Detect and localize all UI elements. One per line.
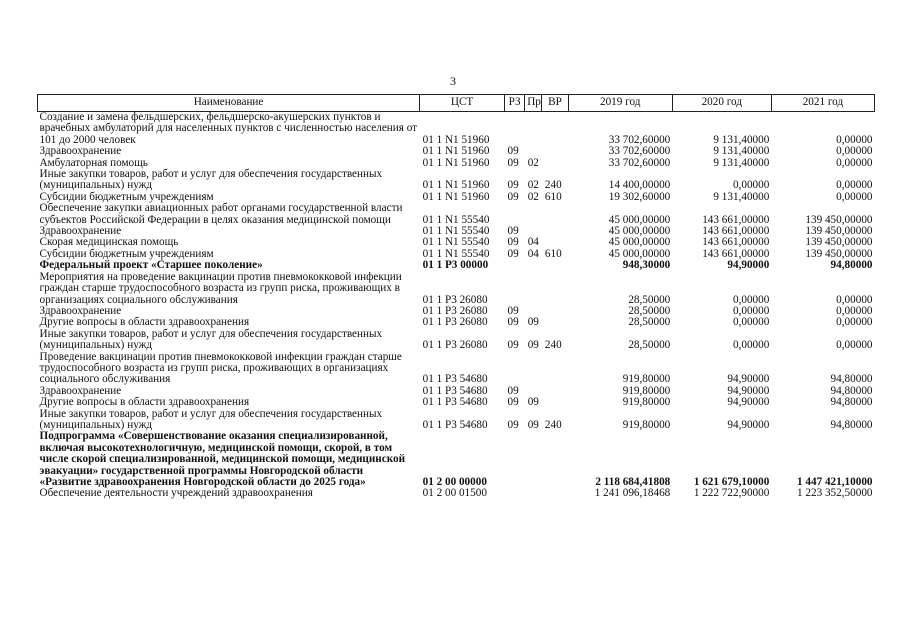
cell-2019: 45 000,00000 <box>608 247 671 260</box>
cell-cst: 01 1 P3 26080 <box>422 339 488 352</box>
cell-cst: 01 1 P3 26080 <box>422 293 488 306</box>
cell-2019: 948,30000 <box>622 259 671 272</box>
cell-vr <box>542 226 568 237</box>
cell-cst: 01 1 N1 51960 <box>422 145 490 158</box>
cell-cst: 01 1 P3 54680 <box>422 373 488 386</box>
cell-pr: 04 <box>527 247 539 260</box>
cell-rz: 09 <box>507 339 519 352</box>
cell-name: Субсидии бюджетным учреждениям <box>39 247 214 260</box>
cell-2020: 94,90000 <box>727 418 770 431</box>
cell-pr: 02 <box>527 190 539 203</box>
cell-rz: 09 <box>507 396 519 409</box>
cell-cst: 01 1 N1 55540 <box>422 236 490 249</box>
cell-2020: 0,00000 <box>732 316 770 329</box>
cell-name: Другие вопросы в области здравоохранения <box>39 316 250 329</box>
cell-name: Иные закупки товаров, работ и услуг для обеспечения государственных (муниципальных) нужд <box>39 327 383 352</box>
cell-pr: 09 <box>527 396 539 409</box>
table-row <box>38 169 875 192</box>
cell-name: Здравоохранение <box>39 304 122 317</box>
cell-rz: 09 <box>507 384 519 397</box>
cell-cst: 01 1 N1 55540 <box>422 247 490 260</box>
cell-name: Скорая медицинская помощь <box>39 236 179 249</box>
cell-2019: 45 000,00000 <box>608 236 671 249</box>
cell-pr: 09 <box>527 418 539 431</box>
cell-2019: 1 241 096,18468 <box>594 487 671 500</box>
cell-2019: 33 702,60000 <box>608 156 671 169</box>
cell-name: Создание и замена фельдшерских, фельдшерско-акушерских пунктов и врачебных амбулаторий для населенных пунктов с численностью населения от 101 до 2000 человек <box>39 111 418 146</box>
cell-vr <box>542 488 568 499</box>
cell-name: Обеспечение деятельности учреждений здравоохранения <box>39 487 313 500</box>
cell-2020: 9 131,40000 <box>713 190 770 203</box>
cell-name: Федеральный проект «Старшее поколение» <box>39 259 263 272</box>
cell-2019: 28,50000 <box>628 316 671 329</box>
cell-name: Амбулаторная помощь <box>39 156 148 169</box>
cell-2021: 94,80000 <box>830 396 873 409</box>
cell-2019: 919,80000 <box>622 373 671 386</box>
table-row <box>38 488 875 499</box>
table-row <box>38 203 875 226</box>
cell-2021: 0,00000 <box>836 133 873 146</box>
cell-rz: 09 <box>507 179 519 192</box>
cell-rz <box>505 112 525 147</box>
table-row <box>38 431 875 488</box>
budget-table <box>37 94 875 500</box>
cell-2021: 1 223 352,50000 <box>796 487 873 500</box>
cell-name: Субсидии бюджетным учреждениям <box>39 190 214 203</box>
cell-name: Мероприятия на проведение вакцинации против пневмококковой инфекции граждан старше трудоспособного возраста из групп риска, проживающих в организациях социального обслуживания <box>39 270 402 306</box>
cell-vr: 610 <box>544 190 562 203</box>
cell-2021: 0,00000 <box>836 145 873 158</box>
cell-cst: 01 1 N1 51960 <box>422 179 490 192</box>
cell-2019: 33 702,60000 <box>608 145 671 158</box>
cell-rz: 09 <box>507 190 519 203</box>
table-row <box>38 352 875 386</box>
header-pr: Пр <box>525 95 542 112</box>
cell-cst: 01 1 P3 54680 <box>422 418 488 431</box>
cell-2020: 1 621 679,10000 <box>693 476 770 488</box>
cell-pr <box>525 352 542 386</box>
cell-pr: 09 <box>527 316 539 329</box>
cell-name: Проведение вакцинации против пневмококковой инфекции граждан старше трудоспособного возраста из групп риска, проживающих в организациях социального обслуживания <box>39 350 402 386</box>
cell-2020: 0,00000 <box>732 339 770 352</box>
table-header-row <box>38 95 875 112</box>
cell-2021: 0,00000 <box>836 316 873 329</box>
cell-2019: 45 000,00000 <box>608 225 671 238</box>
cell-vr: 240 <box>544 418 562 431</box>
cell-2021: 0,00000 <box>836 156 873 169</box>
cell-cst: 01 1 P3 26080 <box>422 316 488 329</box>
cell-2020: 143 661,00000 <box>702 213 770 226</box>
cell-vr <box>542 158 568 169</box>
cell-2019: 28,50000 <box>628 339 671 352</box>
cell-vr: 240 <box>544 339 562 352</box>
cell-rz: 09 <box>507 225 519 238</box>
cell-pr <box>525 272 542 306</box>
cell-2021: 139 450,00000 <box>805 213 873 226</box>
header-vr: ВР <box>542 95 568 112</box>
cell-cst: 01 2 00 01500 <box>422 487 487 500</box>
cell-vr <box>542 431 568 488</box>
cell-pr <box>525 112 542 147</box>
cell-rz <box>505 488 525 499</box>
cell-2019: 919,80000 <box>622 384 671 397</box>
cell-2020: 94,90000 <box>727 384 770 397</box>
cell-2020: 143 661,00000 <box>702 225 770 238</box>
cell-vr <box>542 272 568 306</box>
cell-2020: 0,00000 <box>732 293 770 306</box>
cell-2019: 2 118 684,41808 <box>595 476 671 488</box>
cell-pr: 02 <box>527 179 539 192</box>
header-2021: 2021 год <box>771 95 874 112</box>
cell-pr <box>525 431 542 488</box>
header-2019: 2019 год <box>568 95 672 112</box>
cell-rz <box>505 203 525 226</box>
cell-vr <box>542 386 568 397</box>
table-row <box>38 397 875 408</box>
cell-vr <box>542 317 568 328</box>
header-name: Наименование <box>38 95 420 112</box>
header-rz: РЗ <box>505 95 525 112</box>
header-cst: ЦСТ <box>420 95 505 112</box>
cell-rz <box>505 431 525 488</box>
cell-2021: 139 450,00000 <box>805 236 873 249</box>
cell-pr <box>525 260 542 271</box>
cell-2020: 94,90000 <box>727 373 770 386</box>
cell-pr: 02 <box>527 156 539 169</box>
cell-cst: 01 2 00 00000 <box>422 476 487 488</box>
cell-vr <box>542 352 568 386</box>
cell-cst: 01 1 N1 55540 <box>422 213 490 226</box>
table-row <box>38 146 875 157</box>
cell-name: Подпрограмма «Совершенствование оказания специализированной, включая высокотехнологичную, медицинской помощи, скорой, в том числе скорой специализированной, медицинской помощи, медицинской эвакуации» государственной программы Новгородской области «Развитие здравоохранения Новгородской области до 2025 года» <box>39 430 406 488</box>
cell-2021: 0,00000 <box>836 179 873 192</box>
cell-pr <box>525 488 542 499</box>
cell-name: Иные закупки товаров, работ и услуг для обеспечения государственных (муниципальных) нужд <box>39 168 383 192</box>
cell-rz: 09 <box>507 156 519 169</box>
cell-vr <box>542 146 568 157</box>
cell-cst: 01 1 N1 55540 <box>422 225 490 238</box>
cell-2021: 94,80000 <box>830 418 873 431</box>
cell-rz: 09 <box>507 304 519 317</box>
cell-vr: 240 <box>544 179 562 192</box>
cell-pr <box>525 203 542 226</box>
cell-cst: 01 1 P3 00000 <box>422 259 489 272</box>
cell-2021: 94,80000 <box>830 384 873 397</box>
cell-2020: 0,00000 <box>732 179 770 192</box>
cell-vr <box>542 203 568 226</box>
cell-2020: 9 131,40000 <box>713 133 770 146</box>
cell-2019: 45 000,00000 <box>608 213 671 226</box>
cell-2021: 0,00000 <box>836 304 873 317</box>
cell-2021: 94,80000 <box>830 259 873 272</box>
cell-cst: 01 1 P3 54680 <box>422 396 488 409</box>
cell-pr: 09 <box>527 339 539 352</box>
cell-2019: 28,50000 <box>628 304 671 317</box>
cell-2021: 94,80000 <box>830 373 873 386</box>
cell-2020: 9 131,40000 <box>713 145 770 158</box>
cell-2019: 19 302,60000 <box>608 190 671 203</box>
cell-rz: 09 <box>507 145 519 158</box>
cell-2019: 14 400,00000 <box>608 179 671 192</box>
cell-cst: 01 1 P3 26080 <box>422 304 488 317</box>
cell-name: Обеспечение закупки авиационных работ органами государственной власти субъектов Российской Федерации в целях оказания медицинской помощи <box>39 202 403 226</box>
cell-2021: 139 450,00000 <box>805 225 873 238</box>
table-row <box>38 317 875 328</box>
cell-2019: 919,80000 <box>622 418 671 431</box>
cell-name: Здравоохранение <box>39 145 122 158</box>
cell-2020: 1 222 722,90000 <box>693 487 770 500</box>
cell-vr <box>542 112 568 147</box>
cell-pr <box>525 146 542 157</box>
cell-name: Здравоохранение <box>39 384 122 397</box>
cell-2020: 94,90000 <box>727 259 770 272</box>
cell-2020: 143 661,00000 <box>702 236 770 249</box>
cell-name: Иные закупки товаров, работ и услуг для обеспечения государственных (муниципальных) нужд <box>39 407 383 431</box>
cell-rz <box>505 272 525 306</box>
cell-pr: 04 <box>527 236 539 249</box>
cell-rz: 09 <box>507 236 519 249</box>
cell-name: Другие вопросы в области здравоохранения <box>39 396 250 409</box>
cell-cst: 01 1 N1 51960 <box>422 190 490 203</box>
cell-rz: 09 <box>507 247 519 260</box>
cell-2020: 143 661,00000 <box>702 247 770 260</box>
cell-2019: 919,80000 <box>622 396 671 409</box>
cell-cst: 01 1 P3 54680 <box>422 384 488 397</box>
cell-rz <box>505 260 525 271</box>
cell-2020: 0,00000 <box>732 304 770 317</box>
cell-2020: 9 131,40000 <box>713 156 770 169</box>
cell-2021: 0,00000 <box>836 339 873 352</box>
cell-2021: 1 447 421,10000 <box>796 476 873 488</box>
cell-rz: 09 <box>507 316 519 329</box>
cell-name: Здравоохранение <box>39 225 122 238</box>
header-2020: 2020 год <box>672 95 771 112</box>
table-body <box>38 112 875 500</box>
cell-2021: 0,00000 <box>836 293 873 306</box>
page-number: 3 <box>450 74 456 88</box>
table-row <box>38 329 875 352</box>
cell-2021: 139 450,00000 <box>805 247 873 260</box>
cell-2021: 0,00000 <box>836 190 873 203</box>
cell-2020: 94,90000 <box>727 396 770 409</box>
cell-vr: 610 <box>544 247 562 260</box>
cell-cst: 01 1 N1 51960 <box>422 133 490 146</box>
cell-rz: 09 <box>507 418 519 431</box>
cell-cst: 01 1 N1 51960 <box>422 156 490 169</box>
table-row <box>38 409 875 432</box>
cell-rz <box>505 352 525 386</box>
cell-vr <box>542 397 568 408</box>
cell-vr <box>542 306 568 317</box>
cell-2019: 28,50000 <box>628 293 671 306</box>
cell-vr <box>542 260 568 271</box>
table-row <box>38 112 875 147</box>
table-row <box>38 272 875 306</box>
table-row <box>38 260 875 271</box>
cell-2019: 33 702,60000 <box>608 133 671 146</box>
